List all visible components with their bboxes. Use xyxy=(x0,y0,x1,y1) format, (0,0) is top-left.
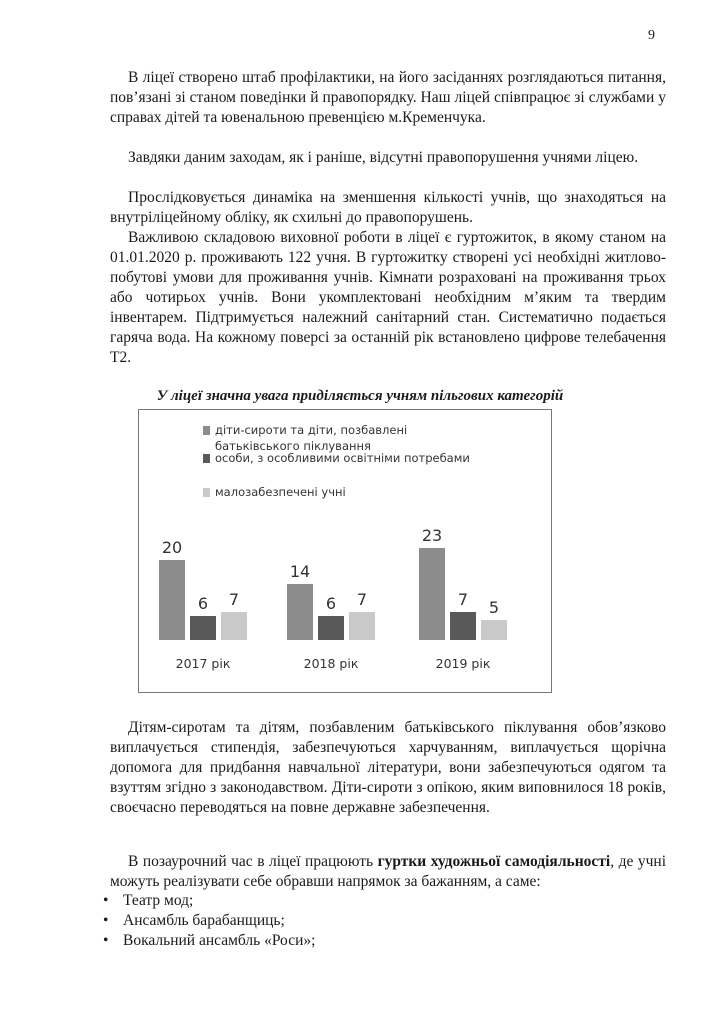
paragraph-dormitory: Важливою складовою виховної роботи в ліцеї є гуртожиток, в якому станом на 01.01.2020 р. проживають 122 учня. В гуртожитку створені усі необхідні житлово-побутові умови для проживання учнів. Кімнати розраховані на проживання трьох або чотирьох учнів. Вони укомплектовані необхідним м’яким та твердим інвентарем. Підтримується належний санітарний стан. Систематично подається гаряча вода. На кожному поверсі за останній рік встановлено цифрове телебачення Т2. xyxy=(110,229,666,366)
paragraph-clubs xyxy=(110,852,666,892)
list-item xyxy=(103,911,315,931)
bar xyxy=(221,612,247,640)
category-label: 2017 рік xyxy=(175,656,231,671)
legend-swatch xyxy=(203,426,210,435)
data-label: 6 xyxy=(197,594,209,613)
list-item-label: Ансамбль барабанщиць; xyxy=(123,912,285,929)
chart-caption: У ліцеї значна увага приділяється учням пільгових категорій xyxy=(156,388,564,404)
data-label: 20 xyxy=(161,538,183,557)
bullet-icon: • xyxy=(103,892,109,909)
bar-chart xyxy=(138,409,552,693)
data-label: 14 xyxy=(289,562,311,581)
paragraph-prevention-staff: В ліцеї створено штаб профілактики, на його засіданнях розглядаються питання, пов’язані зі станом поведінки й правопорядку. Наш ліцей співпрацює зі службами у справах дітей та ювенальною превенцією м.Кременчука. xyxy=(110,69,666,126)
list-item xyxy=(103,891,315,911)
clubs-text-bold: гуртки художньої самодіяльності xyxy=(377,853,611,870)
bar xyxy=(318,616,344,640)
paragraph-orphans-support: Дітям-сиротам та дітям, позбавленим батьківського піклування обов’язково виплачується стипендія, забезпечуються харчуванням, виплачується щорічна допомога для придбання навчальної літератури, вони забезпечуються одягом та взуттям згідно з законодавством. Діти-сироти з опікою, яким виповнилося 18 років, своєчасно переводяться на повне державне забезпечення. xyxy=(110,719,666,816)
page-number: 9 xyxy=(648,28,655,43)
data-label: 7 xyxy=(457,590,469,609)
list-item-label: Вокальний ансамбль «Роси»; xyxy=(123,932,316,949)
bar xyxy=(287,584,313,640)
legend-label: малозабезпечені учні xyxy=(215,485,346,499)
legend-label: особи, з особливими освітніми потребами xyxy=(215,451,470,465)
legend-label: діти-сироти та діти, позбавлені xyxy=(215,423,408,437)
data-label: 5 xyxy=(488,598,500,617)
data-label: 23 xyxy=(421,526,443,545)
bar xyxy=(419,548,445,640)
bar xyxy=(190,616,216,640)
data-label: 7 xyxy=(228,590,240,609)
paragraph-no-offenses: Завдяки даним заходам, як і раніше, відсутні правопорушення учнями ліцею. xyxy=(128,149,639,166)
data-label: 7 xyxy=(356,590,368,609)
bullet-icon: • xyxy=(103,912,109,929)
list-item-label: Театр мод; xyxy=(123,892,194,909)
legend-label: батьківського піклування xyxy=(215,439,371,453)
data-label: 6 xyxy=(325,594,337,613)
bar xyxy=(481,620,507,640)
clubs-text-before: В позаурочний час в ліцеї працюють xyxy=(128,853,378,870)
paragraph-dynamics: Прослідковується динаміка на зменшення кількості учнів, що знаходяться на внутріліцейному обліку, як схильні до правопорушень. xyxy=(110,189,666,226)
legend-swatch xyxy=(203,488,210,497)
clubs-text-after: , де учні можуть реалізувати себе обравши напрямок за бажанням, а саме: xyxy=(110,853,666,890)
list-item xyxy=(103,931,315,951)
category-label: 2018 рік xyxy=(303,656,359,671)
bar xyxy=(349,612,375,640)
bar xyxy=(159,560,185,640)
legend-swatch xyxy=(203,454,210,463)
bullet-icon: • xyxy=(103,932,109,949)
bar-chart-svg xyxy=(139,410,551,692)
category-label: 2019 рік xyxy=(435,656,491,671)
bar xyxy=(450,612,476,640)
clubs-list xyxy=(103,891,315,951)
